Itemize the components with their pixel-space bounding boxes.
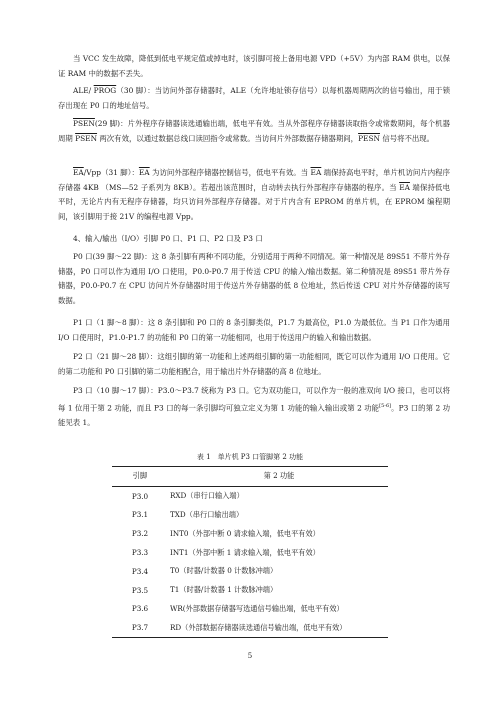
prog-overlined: PROG bbox=[93, 86, 117, 95]
header-function: 第 2 功能 bbox=[263, 471, 295, 481]
table-row bbox=[112, 562, 388, 581]
psen-text-2: 两次有效，以通过数据总线口读回指令或常数。当访问片外部数据存储器期间， bbox=[97, 133, 359, 143]
function-cell: INT0（外部中断 0 请求输入端，低电平有效） bbox=[170, 528, 320, 538]
function-cell: WR(外部数据存储器写选通信号输出端，低电平有效） bbox=[170, 603, 344, 613]
table-row bbox=[112, 486, 388, 505]
table-header-row bbox=[112, 467, 388, 487]
p3-function-table bbox=[112, 466, 388, 638]
ale-label: ALE/ bbox=[73, 86, 94, 95]
p3-text-1: P3 口（10 脚～17 脚）：P3.0～P3.7 统称为 P3 口。它为双功能口，可以作为一般的准双向 I/O 接口，也可以将每 1 位用于第 2 功能，而且 P3 口的每一条引脚均可独立定义为第 1 功能的输入输出或第 2 功能 bbox=[58, 386, 450, 413]
psen-paragraph bbox=[58, 117, 450, 146]
table-row bbox=[112, 524, 388, 543]
p3-text-2: 。P3 口的第 2 功能见表 1。 bbox=[58, 403, 450, 427]
io-section-heading: 4、输入/输出（I/O）引脚 P0 口、P1 口、P2 口及 P3 口 bbox=[73, 234, 263, 243]
pin-cell: P3.7 bbox=[131, 623, 149, 633]
pin-cell: P3.5 bbox=[131, 585, 149, 595]
ea-paragraph bbox=[58, 166, 450, 224]
pesn-overlined: PESN bbox=[358, 133, 380, 143]
function-cell: INT1（外部中断 1 请求输入端，低电平有效） bbox=[170, 547, 320, 557]
psen-text-1: (29 脚)：片外程序存储器读选通输出端，低电平有效。当从外部程序存储器读取指令或常数期间，每个机器周期 bbox=[58, 119, 450, 143]
table-row bbox=[112, 543, 388, 562]
psen-overlined-2: PSEN bbox=[75, 133, 98, 143]
vcc-paragraph: 当 VCC 发生故障，降低到低电平规定值或掉电时，该引脚可接上备用电源 VPD（+5V）为内部 RAM 供电，以保证 RAM 中的数据不丢失。 bbox=[58, 54, 450, 78]
function-cell: TXD（串行口输出端） bbox=[170, 509, 244, 519]
function-cell: RD（外部数据存储器读选通信号输出端，低电平有效） bbox=[170, 622, 347, 632]
ale-paragraph bbox=[58, 84, 450, 113]
ea-text-1: /Vpp（31 脚）： bbox=[83, 168, 139, 177]
ea-text-4: 端保持低电平时，无论片内有无程序存储器，均只访问外部程序存储器。对于片内含有 EPROM 的单片机，在 EPROM 编程期间，该引脚用于接 21V 的编程电源 Vpp。 bbox=[58, 182, 450, 221]
pin-cell: P3.4 bbox=[131, 566, 149, 576]
p0-paragraph: P0 口(39 脚～22 脚)：这 8 条引脚有两种不同功能，分别适用于两种不同情况。第一种情况是 89S51 不带片外存储器，P0 口可以作为通用 I/O 口使用，P0.0-P0.7 用于传送 CPU 的输入/输出数据。第二种情况是 89S51 带片外存储器，P0.0-P0.7 在 CPU 访问片外存储器时用于传送片外存储器的低 8 位地址，然后传送 CPU 对片外存储器的读写数据。 bbox=[58, 252, 450, 305]
table-row bbox=[112, 506, 388, 525]
pin-cell: P3.3 bbox=[131, 548, 149, 558]
pin-cell: P3.2 bbox=[131, 529, 149, 539]
psen-text-3: 信号将不出现。 bbox=[379, 133, 435, 143]
ea-overlined-4: $\overline{EA}$ bbox=[399, 182, 410, 192]
header-pin: 引脚 bbox=[132, 471, 148, 481]
pin-cell: P3.6 bbox=[131, 604, 149, 614]
ea-overlined: $\overline{EA}$ bbox=[73, 168, 84, 177]
p1-paragraph: P1 口（1 脚～8 脚）：这 8 条引脚和 P0 口的 8 条引脚类似，P1.7 为最高位，P1.0 为最低位。当 P1 口作为通用 I/O 口使用时，P1.0-P1.7 的功能和 P0 口的第一功能相同，也用于传送用户的输入和输出数据。 bbox=[58, 318, 450, 342]
ale-text: （30 脚）：当访问外部存储器时，ALE（允许地址锁存信号）以每机器周期两次的信号输出，用于锁存出现在 P0 口的地址信号。 bbox=[58, 86, 451, 110]
ea-text-3: 端保持高电平时，单片机访问片内程序存储器 4KB （MS—52 子系列为 8KB）。若超出该范围时，自动转去执行外部程序存储器的程序。当 bbox=[58, 168, 451, 192]
table-row bbox=[112, 581, 388, 600]
function-cell: T1（时器/计数器 1 计数脉冲端） bbox=[170, 585, 278, 595]
ea-text-2: 为访问外部程序储器控制信号，低电平有效。当 bbox=[149, 168, 311, 177]
page-number: 5 bbox=[247, 652, 253, 660]
pin-cell: P3.0 bbox=[131, 491, 149, 501]
pin-cell: P3.1 bbox=[131, 510, 149, 520]
p3-paragraph bbox=[58, 384, 450, 430]
ea-overlined-3: $\overline{EA}$ bbox=[310, 168, 322, 177]
table-row bbox=[112, 600, 388, 619]
citation-ref: [5-6] bbox=[379, 402, 392, 409]
function-cell: RXD（串行口输入端） bbox=[170, 491, 244, 501]
psen-overlined: PSEN bbox=[73, 119, 95, 128]
p2-paragraph: P2 口（21 脚～28 脚）：这组引脚的第一功能和上述两组引脚的第一功能相同，既它可以作为通用 I/O 口使用。它的第二功能和 P0 口引脚的第二功能相配合，用于输出片外存储器的高 8 位地址。 bbox=[58, 352, 450, 376]
table-row bbox=[112, 618, 388, 637]
table-caption: 表 1 单片机 P3 口管脚第 2 功能 bbox=[196, 453, 304, 461]
function-cell: T0（时器/计数器 0 计数脉冲端） bbox=[170, 566, 278, 576]
ea-overlined-2: $\overline{EA}$ bbox=[138, 168, 150, 177]
